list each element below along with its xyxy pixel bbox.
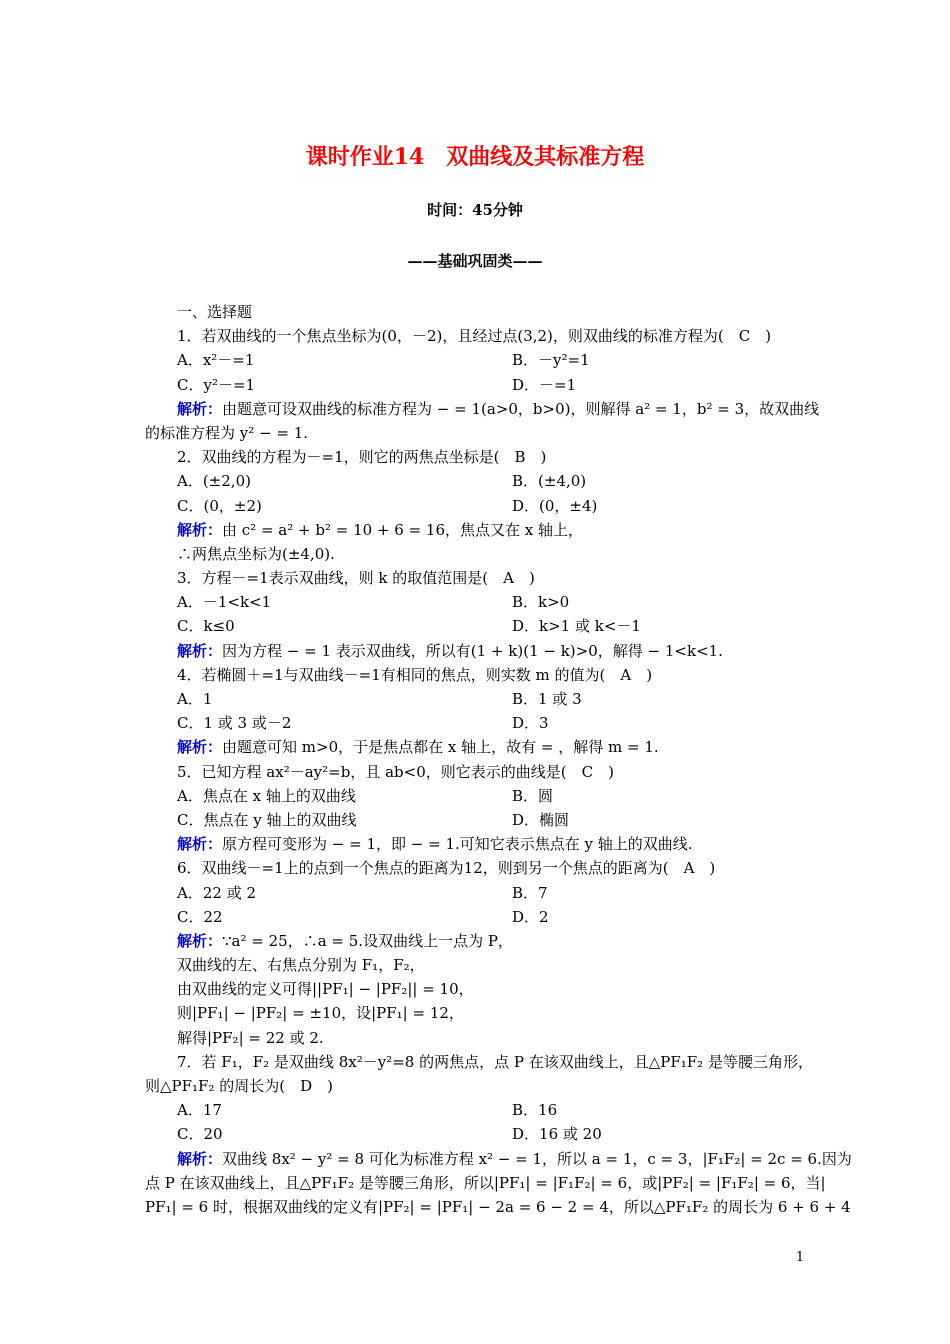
analysis-label: 解析：	[177, 1149, 223, 1168]
option-b: B．－y²=1	[512, 351, 590, 370]
question-7-stem-cont: 则△PF₁F₂ 的周长为( D )	[145, 1077, 333, 1095]
option-b: B．16	[512, 1101, 558, 1120]
analysis-label: 解析：	[177, 738, 223, 757]
question-6-stem: 6．双曲线－=1上的点到一个焦点的距离为12，则到另一个焦点的距离为( A )	[177, 859, 716, 878]
option-c: C．20	[177, 1125, 223, 1144]
analysis-label: 解析：	[177, 835, 223, 854]
question-4-analysis	[145, 735, 815, 759]
question-6-analysis-line5: 解得|PF₂| = 22 或 2.	[177, 1028, 324, 1047]
option-d: D．2	[512, 907, 549, 926]
question-6-analysis-line2: 双曲线的左、右焦点分别为 F₁，F₂，	[177, 956, 425, 975]
option-a: A．x²－=1	[177, 351, 255, 370]
option-a: A．17	[177, 1101, 222, 1120]
question-2-options-cd	[145, 494, 815, 518]
question-7-analysis	[145, 1147, 852, 1171]
analysis-text: 由 c² = a² + b² = 10 + 6 = 16，焦点又在 x 轴上，	[222, 520, 584, 539]
question-6-analysis-line3: 由双曲线的定义可得||PF₁| − |PF₂|| = 10，	[177, 980, 474, 999]
option-b: B．k>0	[512, 593, 570, 612]
question-1-options-ab	[145, 348, 815, 372]
analysis-text: 由题意可知 m>0，于是焦点都在 x 轴上，故有 = ，解得 m = 1.	[222, 738, 659, 757]
option-b: B．圆	[512, 786, 554, 805]
option-d: D．16 或 20	[512, 1125, 602, 1144]
option-a: A．22 或 2	[177, 883, 256, 902]
question-6-analysis	[145, 929, 815, 953]
question-7-analysis-line3: PF₁| = 6 时，根据双曲线的定义有|PF₂| = |PF₁| − 2a = 6 − 2 = 4，所以△PF₁F₂ 的周长为 6 + 6 + 4	[145, 1197, 851, 1216]
option-d: D．椭圆	[512, 810, 570, 829]
analysis-label: 解析：	[177, 931, 223, 950]
option-a: A．焦点在 x 轴上的双曲线	[177, 786, 356, 805]
question-4-options-cd	[145, 711, 815, 735]
page-number-row	[0, 1250, 950, 1265]
question-3-options-ab	[145, 590, 815, 614]
page-number: 1	[795, 1250, 805, 1265]
question-3-analysis	[145, 639, 815, 663]
analysis-text: 由题意可设双曲线的标准方程为 − = 1(a>0，b>0)，则解得 a² = 1，b² = 3，故双曲线	[222, 399, 820, 418]
question-6-options-ab	[145, 881, 815, 905]
time-limit: 时间：45分钟	[427, 201, 523, 219]
question-2-options-ab	[145, 469, 815, 493]
question-1-analysis-cont: 的标准方程为 y² − = 1.	[145, 423, 309, 442]
question-7-analysis-line2: 点 P 在该双曲线上，且△PF₁F₂ 是等腰三角形，所以|PF₁| = |F₁F₂| = 6，或|PF₂| = |F₁F₂| = 6，当|	[145, 1173, 826, 1192]
question-2-stem: 2．双曲线的方程为－=1，则它的两焦点坐标是( B )	[177, 448, 547, 467]
question-1-stem: 1．若双曲线的一个焦点坐标为(0，－2)，且经过点(3,2)，则双曲线的标准方程为( C )	[177, 327, 772, 346]
analysis-label: 解析：	[177, 641, 223, 660]
question-5-analysis	[145, 832, 815, 856]
question-4-stem: 4．若椭圆＋=1与双曲线－=1有相同的焦点，则实数 m 的值为( A )	[177, 665, 653, 684]
option-d: D．(0，±4)	[512, 496, 598, 515]
option-c: C．y²－=1	[177, 375, 256, 394]
question-4-options-ab	[145, 687, 815, 711]
question-6-options-cd	[145, 905, 815, 929]
question-3-stem: 3．方程－=1表示双曲线，则 k 的取值范围是( A )	[177, 569, 535, 588]
question-1-options-cd	[145, 373, 815, 397]
option-d: D．－=1	[512, 375, 577, 394]
option-b: B．1 或 3	[512, 690, 582, 708]
option-d: D．3	[512, 714, 549, 733]
part-heading: 一、选择题	[177, 303, 253, 321]
option-a: A．1	[177, 690, 213, 708]
question-6-analysis-line4: 则|PF₁| − |PF₂| = ±10，设|PF₁| = 12，	[177, 1004, 464, 1023]
question-2-analysis-cont: ∴两焦点坐标为(±4,0).	[177, 544, 335, 563]
question-1-analysis	[145, 397, 820, 421]
option-d: D．k>1 或 k<－1	[512, 617, 641, 636]
option-c: C．22	[177, 907, 223, 926]
option-c: C．(0，±2)	[177, 496, 262, 515]
analysis-text: ∵a² = 25，∴a = 5.设双曲线上一点为 P，	[222, 931, 513, 950]
option-b: B．(±4,0)	[512, 472, 587, 491]
analysis-label: 解析：	[177, 399, 223, 418]
page-title: 课时作业14 双曲线及其标准方程	[305, 144, 645, 170]
analysis-text: 原方程可变形为 − = 1，即 − = 1.可知它表示焦点在 y 轴上的双曲线.	[222, 835, 693, 854]
option-c: C．焦点在 y 轴上的双曲线	[177, 810, 357, 829]
analysis-text: 双曲线 8x² − y² = 8 可化为标准方程 x² − = 1，所以 a = 1，c = 3，|F₁F₂| = 2c = 6.因为	[222, 1149, 852, 1168]
question-list	[145, 300, 852, 1219]
analysis-text: 因为方程 − = 1 表示双曲线，所以有(1 + k)(1 − k)>0，解得 − 1<k<1.	[222, 641, 723, 660]
question-5-options-ab	[145, 784, 815, 808]
question-2-analysis	[145, 518, 815, 542]
question-5-stem: 5．已知方程 ax²－ay²=b，且 ab<0，则它表示的曲线是( C )	[177, 762, 614, 781]
analysis-label: 解析：	[177, 520, 223, 539]
option-a: A．(±2,0)	[177, 472, 251, 491]
question-7-options-ab	[145, 1098, 815, 1122]
option-a: A．－1<k<1	[177, 593, 272, 612]
option-b: B．7	[512, 883, 548, 902]
question-3-options-cd	[145, 614, 815, 638]
option-c: C．1 或 3 或－2	[177, 714, 292, 733]
option-c: C．k≤0	[177, 617, 235, 636]
question-5-options-cd	[145, 808, 815, 832]
question-7-stem: 7．若 F₁，F₂ 是双曲线 8x²－y²=8 的两焦点，点 P 在该双曲线上，且△PF₁F₂ 是等腰三角形，	[177, 1052, 813, 1071]
section-heading: ——基础巩固类——	[407, 252, 543, 270]
question-7-options-cd	[145, 1122, 815, 1146]
